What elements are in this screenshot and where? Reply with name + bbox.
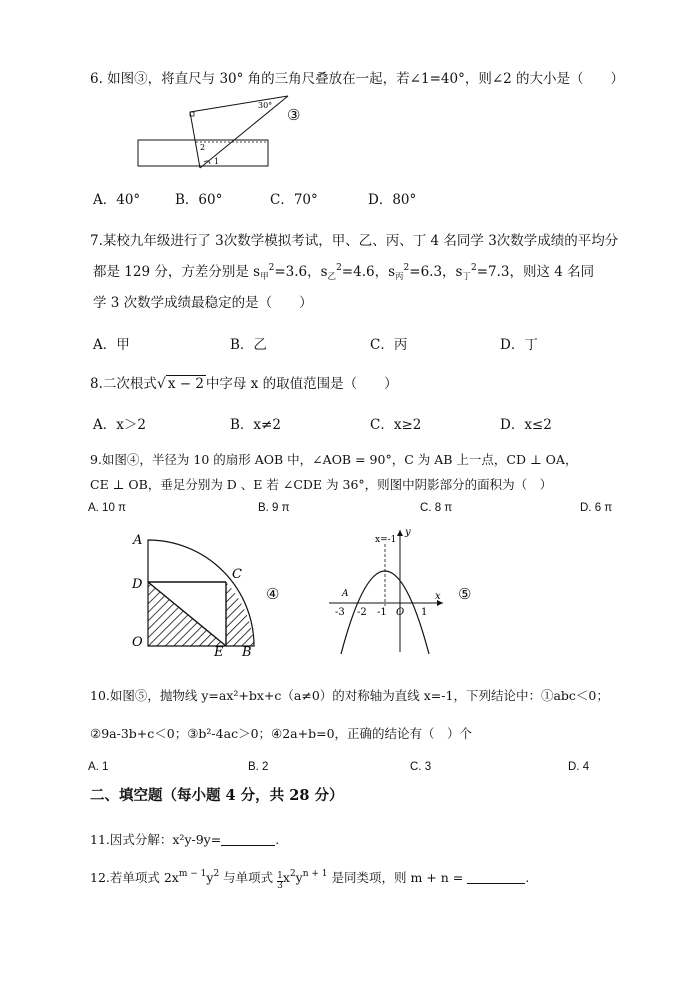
q6-option-d[interactable]: D．80° <box>368 192 417 208</box>
q9-option-d[interactable]: D. 6 π <box>580 502 613 514</box>
fig4-point-e: E <box>214 645 224 658</box>
q7-line3: 学 3 次数学成绩最稳定的是（ ） <box>93 295 313 311</box>
q6-option-b[interactable]: B．60° <box>175 192 223 208</box>
section-title: 二、填空题（每小题 4 分，共 28 分） <box>90 787 344 804</box>
q8-option-c[interactable]: C．x≥2 <box>370 417 422 433</box>
fig5-tick-neg2: -2 <box>357 607 367 618</box>
q6-angle-label: 30° <box>258 101 273 110</box>
q10-option-c[interactable]: C. 3 <box>410 761 432 773</box>
q6-option-c[interactable]: C．70° <box>270 192 318 208</box>
q6-option-a[interactable]: A．40° <box>93 192 141 208</box>
q6-mark-1: 1 <box>214 157 220 166</box>
q6-mark-2: 2 <box>200 143 206 152</box>
q7-line2: 都是 129 分，方差分别是 $s_甲^2=3.6$，$s_乙^2=4.6$，$s_丙^2=6.3$，$s_丁^2=7.3$，则这 4 名同 <box>93 263 595 282</box>
q12-answer-blank[interactable] <box>467 871 525 884</box>
fig4-point-d: D <box>132 577 143 592</box>
fig5-y-label: y <box>405 527 411 538</box>
q8-radicand: x − 2 <box>167 376 204 392</box>
q9-line2: CE ⊥ OB，垂足分别为 D 、E 若 ∠CDE 为 36°，则图中阴影部分的面积为（ ） <box>90 477 553 492</box>
q8-stem: 8.二次根式√ x − 2 中字母 x 的取值范围是（ ） <box>90 376 398 392</box>
fig4-point-b: B <box>242 645 252 658</box>
fig5-label: ⑤ <box>458 585 472 603</box>
q6-stem: 6. 如图③，将直尺与 30° 角的三角尺叠放在一起，若∠1=40°，则∠2 的大小是（ ） <box>90 71 625 87</box>
q10-option-a[interactable]: A. 1 <box>88 761 109 773</box>
q8-option-d[interactable]: D．x≤2 <box>500 417 552 433</box>
q7-option-c[interactable]: C．丙 <box>370 337 408 353</box>
fig4-label: ④ <box>266 585 280 603</box>
fig5-point-a: A <box>342 589 349 599</box>
q9-option-c[interactable]: C. 8 π <box>420 502 453 514</box>
fig5-axis-label: x=-1 <box>375 535 397 545</box>
fig4-point-a: A <box>133 533 143 548</box>
fig5-origin: O <box>396 607 405 618</box>
q7-option-b[interactable]: B．乙 <box>230 337 267 353</box>
q11-answer-blank[interactable] <box>221 833 275 846</box>
fig5-tick-neg1: -1 <box>377 607 387 618</box>
fig4-point-c: C <box>232 567 242 582</box>
fig4-point-o: O <box>132 635 143 650</box>
q9-option-a[interactable]: A. 10 π <box>88 502 126 514</box>
q6-figure-label: ③ <box>287 106 301 124</box>
q7-option-d[interactable]: D．丁 <box>500 337 538 353</box>
q11-stem: 11.因式分解：x²y-9y= . <box>90 832 280 847</box>
fig5-tick-1: 1 <box>421 607 428 618</box>
q10-line1: 10.如图⑤，抛物线 y=ax²+bx+c（a≠0）的对称轴为直线 x=-1，下列结论中：①abc＜0； <box>90 688 609 703</box>
q10-option-b[interactable]: B. 2 <box>248 761 269 773</box>
q9-figure-5 <box>325 526 450 656</box>
q8-option-a[interactable]: A．x＞2 <box>93 417 146 433</box>
q10-option-d[interactable]: D. 4 <box>568 761 590 773</box>
q6-figure <box>130 92 330 172</box>
q7-option-a[interactable]: A．甲 <box>93 337 130 353</box>
q12-stem: 12.若单项式 $2x^{m - 1}y^2$ 与单项式 $\frac{1}{3}$ $x^2y^{n + 1}$ 是同类项，则 m + n = . <box>90 869 530 891</box>
q8-option-b[interactable]: B．x≠2 <box>230 417 281 433</box>
q7-line1: 7.某校九年级进行了 3次数学模拟考试，甲、乙、丙、丁 4 名同学 3次数学成绩的平均分 <box>90 233 619 249</box>
q10-line2: ②9a-3b+c＜0；③b²-4ac＞0；④2a+b=0，正确的结论有（ ）个 <box>90 726 473 741</box>
fig5-x-label: x <box>435 591 441 602</box>
q9-line1: 9.如图④，半径为 10 的扇形 AOB 中，∠AOB = 90°，C 为 AB 上一点，CD ⊥ OA， <box>90 452 578 467</box>
q9-figure-4 <box>128 530 268 658</box>
fig5-tick-neg3: -3 <box>335 607 345 618</box>
q9-option-b[interactable]: B. 9 π <box>258 502 290 514</box>
